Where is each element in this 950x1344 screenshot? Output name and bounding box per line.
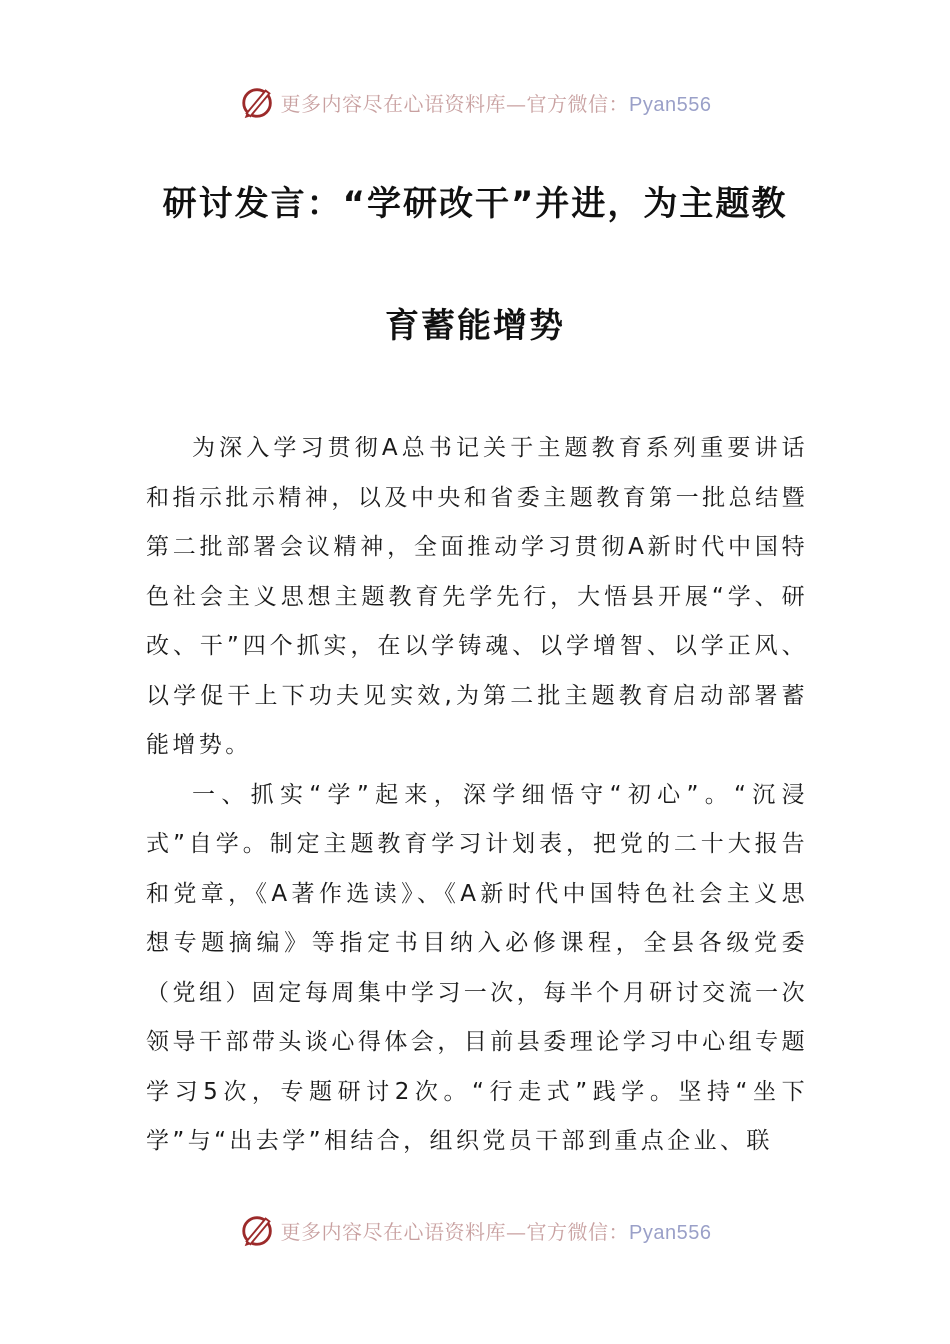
document-body [146, 424, 808, 1167]
pen-circle-logo-icon [239, 83, 277, 121]
watermark-cn-text: 更多内容尽在心语资料库—官方微信： [280, 1219, 630, 1244]
watermark-banner-top [0, 82, 950, 122]
watermark-wechat-id: Pyan556 [629, 1221, 712, 1244]
watermark-banner-bottom [0, 1210, 950, 1250]
pen-circle-logo-icon [239, 1211, 277, 1249]
body-paragraph-1: 为深入学习贯彻A总书记关于主题教育系列重要讲话和指示批示精神，以及中央和省委主题教育第一批总结暨第二批部署会议精神，全面推动学习贯彻A新时代中国特色社会主义思想主题教育先学先行，大悟县开展“学、研改、干”四个抓实，在以学铸魂、以学增智、以学正风、以学促干上下功夫见实效,为第二批主题教育启动部署蓄能增势。 [146, 435, 808, 758]
body-paragraph-2: 一、抓实“学”起来，深学细悟守“初心”。“沉浸式”自学。制定主题教育学习计划表，把党的二十大报告和党章，《A著作选读》、《A新时代中国特色社会主义思想专题摘编》等指定书目纳入必修课程，全县各级党委（党组）固定每周集中学习一次，每半个月研讨交流一次领导干部带头谈心得体会，目前县委理论学习中心组专题学习5次，专题研讨2次。“行走式”践学。坚持“坐下学”与“出去学”相结合，组织党员干部到重点企业、联 [146, 781, 808, 1154]
watermark-text [281, 1216, 712, 1245]
watermark-cn-text: 更多内容尽在心语资料库—官方微信： [280, 91, 630, 116]
watermark-text [281, 88, 712, 117]
page-title-line-1: 研讨发言：“学研改干”并进，为主题教 [162, 184, 788, 224]
page-title-line-2: 育蓄能增势 [385, 306, 565, 346]
watermark-wechat-id: Pyan556 [629, 93, 712, 116]
